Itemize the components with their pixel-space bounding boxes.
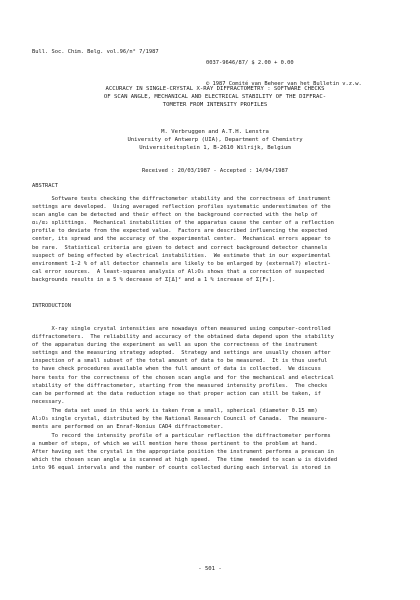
text-line: Software tests checking the diffractometer stability and the correctness of instrument [32,196,331,202]
text-line: center, its spread and the accuracy of the experimental center. Mechanical errors appear to [32,236,331,243]
received-accepted-dates: Received : 20/03/1987 - Accepted : 14/04/1987 [141,168,289,174]
text-line: settings are developed. Using averaged reflection profiles systematic underestimates of the [32,204,331,211]
affiliation: University of Antwerp (UIA), Department of Chemistry [127,137,303,143]
text-line: stability of the diffractometer, starting from the measured intensity profiles. The checks [32,382,328,389]
introduction-paragraph-1 [32,325,396,406]
text-line: diffractometers. The reliability and accuracy of the obtained data depend upon the stability [32,334,334,341]
journal-citation: Bull. Soc. Chim. Belg. vol.96/n° 7/1987 [32,49,159,55]
text-line: scan angle can be detected and their effect on the background corrected with the help of [32,212,318,219]
text-line: α₁/α₂ splittings. Mechanical instabilities of the apparatus cause the center of a reflection [32,220,334,227]
text-line: backgrounds results in a 5 % decrease of Σ[Δ]² and a 1 % increase of Σ[F₀]. [32,276,276,283]
text-line: cal error sources. A least-squares analysis of Al₂O₃ shows that a correction of suspected [32,268,325,275]
text-line: profile to deviate from the expected value. Factors are described influencing the expected [32,228,328,235]
address: Universiteitsplein 1, B-2610 Wilrijk, Belgium [139,145,291,151]
title-line: TOMETER FROM INTENSITY PROFILES [162,102,268,108]
text-line: X-ray single crystal intensities are nowadays often measured using computer-controlled [32,326,331,332]
text-line: can be performed at the data reduction stage so that proper action can still be taken, if [32,390,321,397]
text-line: necessary. [32,398,65,405]
issn-price: 0037-9646/87/ $ 2.00 + 0.00 [206,60,294,66]
author-names: M. Verbruggen and A.T.H. Lenstra [161,129,269,135]
copyright-line: © 1987 Comité van Beheer van het Bulletin v.z.w. [206,81,362,87]
text-line: To record the intensity profile of a particular reflection the diffractometer performs [32,433,331,439]
introduction-paragraph-2 [32,407,396,431]
text-line: which the chosen scan angle ω is scanned at high speed. The time needed to scan ω is divided [32,457,338,464]
paper-title [60,85,370,109]
author-block [60,128,370,152]
text-line: a number of steps, of which we will mention here those pertinent to the problem at hand. [32,441,318,448]
text-line: environment 1-2 % of all detector channels are likely to be enlarged by (external?) electri- [32,260,331,267]
introduction-paragraph-3 [32,432,396,472]
text-line: here tests for the correctness of the chosen scan angle and for the mechanical and electrical [32,374,334,381]
abstract-body [32,195,396,284]
text-line: After having set the crystal in the appropriate position the instrument performs a prescan in [32,449,334,456]
text-line: The data set used in this work is taken from a small, spherical (diameter 0.15 mm) [32,408,318,414]
text-line: of the apparatus during the experiment as well as upon the correctness of the instrument [32,342,318,349]
text-line: ments are performed on an Enraf-Nonius CAD4 diffractometer. [32,424,224,431]
text-line: settings and the measuring strategy adopted. Strategy and settings are usually chosen after [32,350,331,357]
introduction-heading: INTRODUCTION [32,303,71,309]
page-number: - 501 - [198,566,222,572]
title-line: ACCURACY IN SINGLE-CRYSTAL X-RAY DIFFRACTOMETRY : SOFTWARE CHECKS [105,86,325,92]
text-line: to have check procedures available when the full amount of data is collected. We discuss [32,366,321,373]
abstract-heading: ABSTRACT [32,183,58,189]
title-line: OF SCAN ANGLE, MECHANICAL AND ELECTRICAL STABILITY OF THE DIFFRAC- [103,94,327,100]
text-line: Al₂O₃ single crystal, distributed by the National Research Council of Canada. The measure- [32,416,328,423]
text-line: into 96 equal intervals and the number of counts collected during each interval is stored in [32,465,331,472]
text-line: inspection of a small subset of the total amount of data to be measured. It is thus useful [32,358,328,365]
text-line: be rare. Statistical criteria are given to detect and correct background detector channels [32,244,328,251]
text-line: suspect of being effected by electrical instabilities. We estimate that in our experimental [32,252,331,259]
